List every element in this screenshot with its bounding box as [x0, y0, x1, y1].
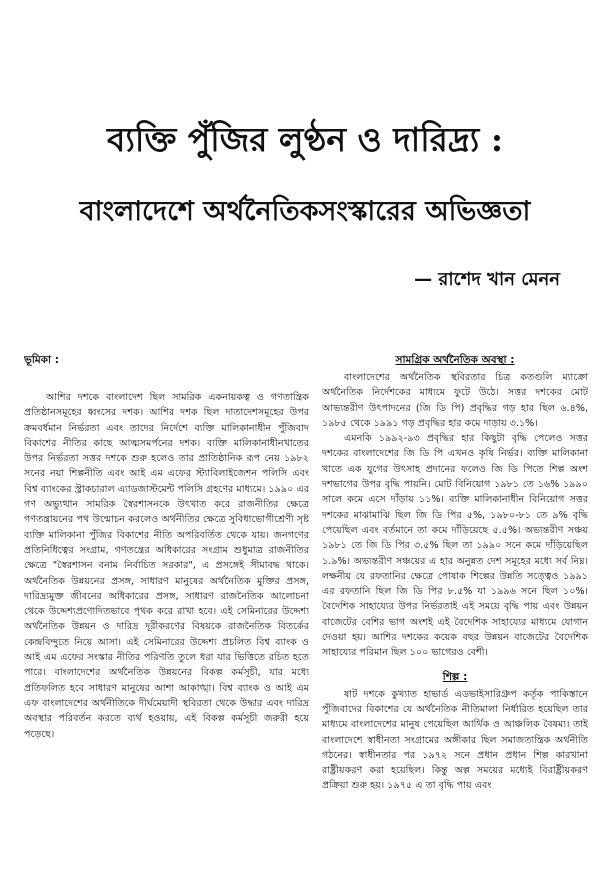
economic-situation-heading: সামগ্রিক অর্থনৈতিক অবস্থা : [395, 354, 515, 366]
introduction-paragraph: আশির দশকে বাংলাদেশ ছিল সামরিক একনায়কত্ব ও গণতান্ত্রিক প্রতিষ্ঠানসমূহের ধ্বংসের দশক। আশির দশক ছিল দাতাদেশসমূহের উপর ক্রমবর্ধমান নির্ভরতা এবং তাদের নির্দেশে ব্যক্তি মালিকানাধীন পুঁজিবাদ বিকাশের নীতির কাছে আত্মসমর্পনের দশক। ব্যক্তি মালিকানাধীনখাতের উপর নির্ভরতা সত্তর দশকে শুরু হলেও তার প্রাতিষ্ঠানিক রূপ নেয় ১৯৮২ সনের নয়া শিল্পনীতি এবং আই এম এফের স্ট্যাবিলাইজেশন পলিসি এবং বিশ্ব ব্যাংকের স্ট্রাকচারাল এ্যাডজাস্টমেন্ট পলিসি গ্রহণের মাধ্যমে। ১৯৯০ এর গণ অভ্যুত্থান সামরিক স্বৈরশাসনকে উৎখাত করে রাজনীতির ক্ষেত্রে গণতন্ত্রায়নের পথ উন্মোচন করলেও অর্থনীতির ক্ষেত্রে সুবিধাভোগীশ্রেণী সৃষ্ট ব্যক্তি মালিকানা পুঁজির বিকাশের নীতি অপরিবর্তিত থেকে যায়। জনগণের প্রতিনিধিত্বের সংগ্রাম, গণতন্ত্রের অধিকারের সংগ্রাম শুধুমাত্র রাজনীতির ক্ষেত্রে "স্বৈরশাসন বনাম নির্বাচিত সরকার", এ প্রসঙ্গেই সীমাবদ্ধ থাকে। অর্থনৈতিক উন্নয়নের প্রসঙ্গ, সাধারণ মানুষের অর্থনৈতিক মুক্তির প্রসঙ্গ, দারিদ্র্যমুক্ত জীবনের অধিকারের প্রসঙ্গ, সাধারণ রাজনৈতিক আলোচনা থেকে উদ্দেশ্যপ্রণোদিতভাবে পৃথক করে রাখা হবে। এই সেমিনারের উদ্দেশ্য অর্থনৈতিক উন্নয়ন ও দারিদ্র দূরীকরণের বিষয়কে রাজনৈতিক বিতর্কের কেন্দ্রবিন্দুতে নিয়ে আসা। এই সেমিনারের উদ্দেশ্য প্রচলিত বিশ্ব ব্যাংক ও আই এম এফের সংস্কার নীতির পরিণতি তুলে ধরা যার ভিত্তিতে রচিত হতে পারে। বাংলাদেশের অর্থনৈতিক উন্নয়নের বিকল্প কর্মসূচী, যার মধ্যে প্রতিফলিত হবে সাধারণ মানুষের আশা আকাঙ্খা। বিশ্ব ব্যাংক ও আই এম এফ বাংলাদেশের অর্থনীতিকে দীর্ঘমেয়াদী স্থবিরতা থেকে উদ্ধার এবং দারিদ্র অবস্থার পরিবর্তন করতে ব্যর্থ হওয়ায়, এই বিকল্প কর্মসূচী জরুরী হয়ে পড়েছে। [24, 392, 309, 740]
introduction-heading: ভূমিকা : [24, 354, 59, 366]
economic-paragraph: বাংলাদেশের অর্থনৈতিক স্থবিরতার চিত্র কতগুলি ম্যাক্রো অর্থনৈতিক নির্দেশকের মাধ্যমে ফুটে উঠে। সত্তর দশকের মোট আভ্যন্তরীণ উৎপাদনের (জি ডি পি) প্রবৃদ্ধির গড় হার ছিল ৬.৪%, ১৯৮৫ থেকে ১৯৯১ গড় প্রবৃদ্ধির হার কমে দাড়ায় ৩.১%। [322, 372, 588, 429]
article-title: ব্যক্তি পুঁজির লুণ্ঠন ও দারিদ্র্য : [106, 120, 504, 159]
left-column [24, 352, 309, 862]
article-author: — রাশেদ খান মেনন [414, 269, 560, 290]
industry-paragraph: ষাট দশকে কুখ্যাত হাভার্ড এডভাইসারিগ্রুপ কর্তৃক পাকিস্তানে পুঁজিবাদের বিকাশের যে অর্থনৈতিক নীতিমালা নির্ধারিত হয়েছিল তার মাধ্যমে বাংলাদেশের মানুষ পেয়েছিল আর্থিক ও আঞ্চলিক বৈষম্য। তাই বাংলাদেশে স্বাধীনতা সংগ্রামের অঙ্গীকার ছিল সমাজতান্ত্রিক অর্থনীতি গঠনের। স্বাধীনতার পর ১৯৭২ সনে প্রধান প্রধান শিল্প কারখানা রাষ্ট্রীয়করণ করা হয়েছিল। কিন্তু অল্প সময়ের মধ্যেই বিরাষ্ট্রীয়করণ প্রক্রিয়া শুরু হয়। ১৯৭৫ এ তা বৃদ্ধি পায় এবং [322, 688, 588, 792]
industry-heading: শিল্প : [442, 670, 468, 683]
article-subtitle: বাংলাদেশে অর্থনৈতিকসংস্কারের অভিজ্ঞতা [79, 196, 531, 227]
economic-paragraph: এমনকি ১৯৯২-৯৩ প্রবৃদ্ধির হার কিছুটা বৃদ্ধি পেলেও সত্তর দশকের বাংলাদেশের জি ডি পি এখনও কৃষি নির্ভর। ব্যক্তি মালিকানা খাতে এক যুগের উৎসাহ প্রদানের ফলেও জি ডি পিতে শিল্প অংশ দশভাগের উপর বৃদ্ধি পায়নি। মোট বিনিয়োগ ১৯৮১ তে ১৬% ১৯৯০ সালে কমে এসে দাঁড়ায় ১১%। ব্যক্তি মালিকানাধীন বিনিয়োগ সত্তর দশকের মাঝামাঝি ছিল জি ডি পির ৫%, ১৯৮০-৮১ তে ৯% বৃদ্ধি পেয়েছিল এবং বর্তমানে তা কমে দাঁড়িয়েছে ৫.৫%। অভ্যন্তরীণ সঞ্চয় ১৯৮১ তে জি ডি পির ৩.৫% ছিল তা ১৯৯০ সনে কমে দাঁড়িয়েছিল ১.৯%। অভ্যন্তরীণ সঞ্চয়ের এ হার অনুন্নত দেশ সমূহের মধ্যে সর্ব নিম্ন। লক্ষনীয় যে রফতানির ক্ষেত্রে পোষাক শিল্পের উন্নতি সত্ত্বেও ১৯৯১ এর রফতানি ছিল জি ডি পির ৮.৫% যা ১৯৯৬ সনে ছিল ১০%। বৈদেশিক সাহায্যের উপর নির্ভরতাই এই সময়ে বৃদ্ধি পায় এবং উন্নয়ন বাজেটের বেশির ভাগ অংশই এই বৈদেশিক সাহায্যের মাধ্যমে যোগান দেওয়া হয়। আশির দশকের কয়েক বছর উন্নয়ন বাজেটের বৈদেশিক সাহায্যের পরিমান ছিল ১০০ ভাগেরও বেশী। [322, 433, 588, 659]
right-column [322, 352, 588, 862]
